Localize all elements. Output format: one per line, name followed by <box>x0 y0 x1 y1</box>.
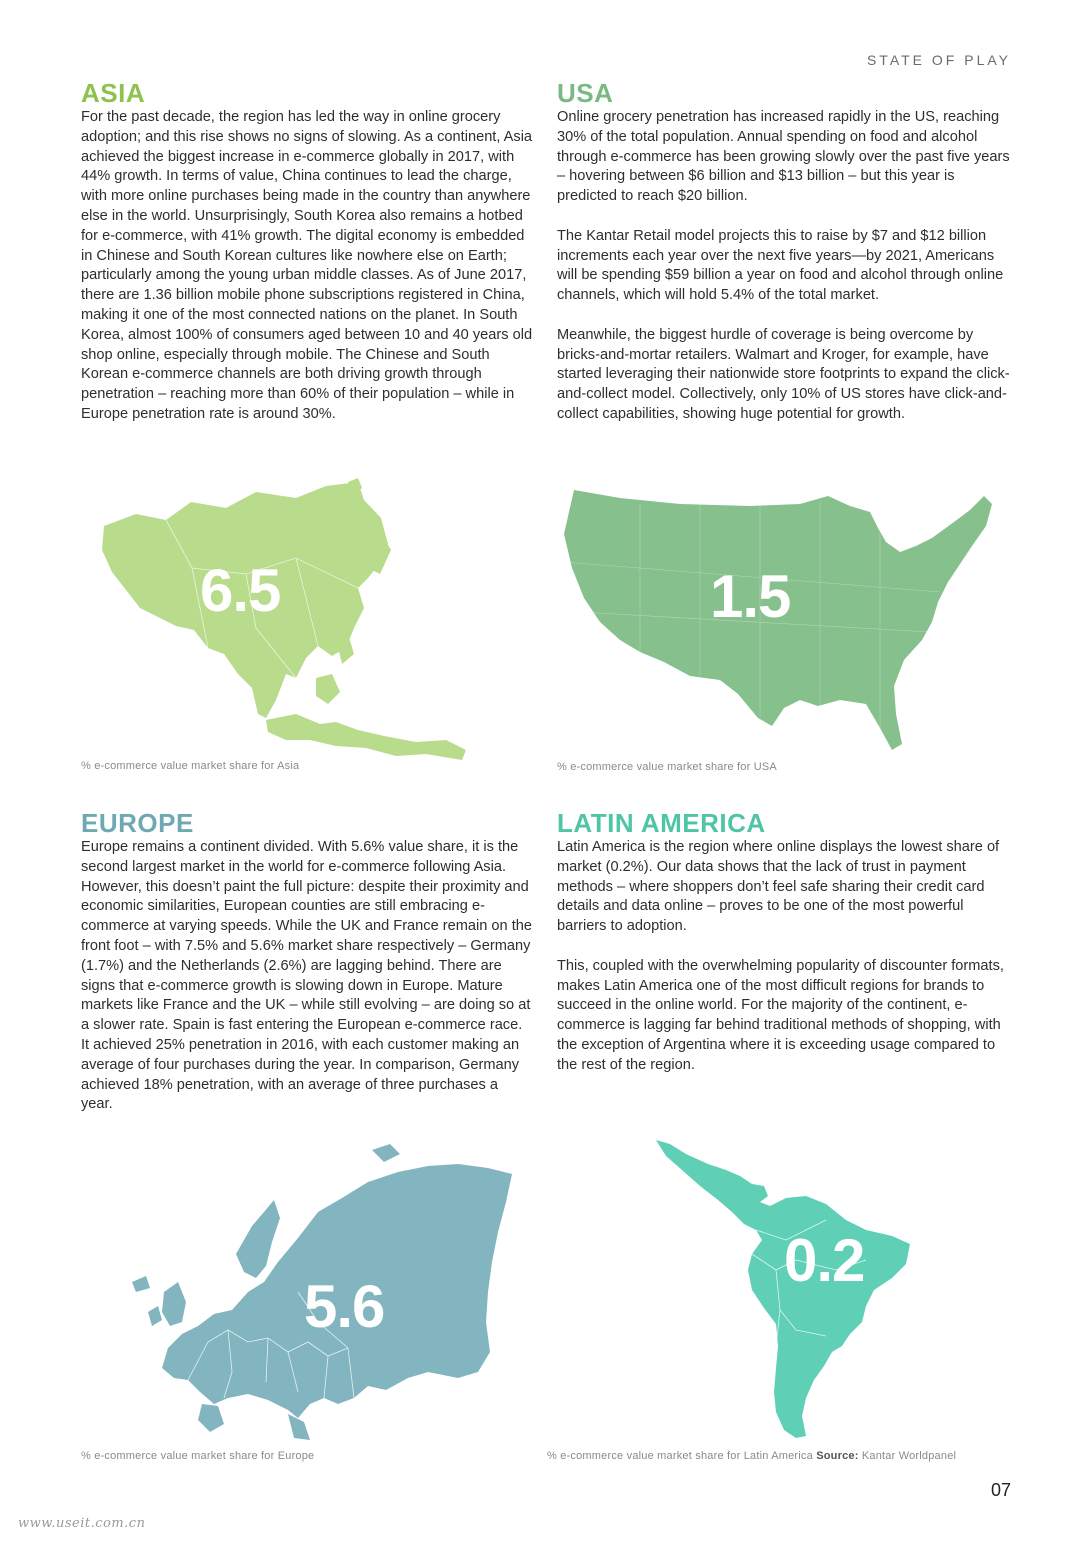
latam-map <box>656 1140 916 1440</box>
source-text: Kantar Worldpanel <box>861 1450 957 1462</box>
europe-map <box>128 1142 528 1442</box>
asia-map-shape <box>96 478 476 768</box>
usa-title: USA <box>557 78 614 108</box>
asia-title: ASIA <box>81 78 146 108</box>
usa-map <box>560 482 1010 754</box>
latam-map-caption <box>547 1450 956 1462</box>
usa-map-caption: % e-commerce value market share for USA <box>557 761 777 773</box>
usa-paragraph-3: Meanwhile, the biggest hurdle of coverage is being overcome by bricks-and-mortar retailers. Walmart and Kroger, for example, have started leveraging their nationwide store footprints to expand the click-and-collect model. Collectively, only 10% of US stores have click-and-collect capabilities, showing huge potential for growth. <box>557 326 1010 422</box>
page-number: 07 <box>990 1480 1011 1500</box>
europe-market-share-value: 5.6 <box>304 1273 385 1340</box>
europe-body: Europe remains a continent divided. With 5.6% value share, it is the second largest market in the world for e-commerce following Asia. However, this doesn’t paint the full picture: despite their proximity and economic similarities, European counties are still embracing e-commerce at varying speeds. While the UK and France remain on the front foot – with 7.5% and 5.6% market share respectively – Germany (1.7%) and the Netherlands (2.6%) are lagging behind. There are signs that e-commerce growth is slowing down in Europe. Mature markets like France and the UK – while still evolving – are doing so at a slower rate. Spain is fast entering the European e-commerce race. It achieved 25% penetration in 2016, with each customer making an average of four purchases during the year. In comparison, Germany achieved 18% penetration, with an average of three purchases a year. <box>81 839 532 1113</box>
asia-market-share-value: 6.5 <box>200 557 281 624</box>
europe-title: EUROPE <box>81 808 194 838</box>
usa-market-share-value: 1.5 <box>710 563 791 630</box>
watermark: www.useit.com.cn <box>18 1516 146 1531</box>
latam-paragraph-2: This, coupled with the overwhelming popularity of discounter formats, makes Latin America one of the most difficult regions for brands to succeed in the online world. For the majority of the continent, e-commerce is lagging far behind traditional methods of shopping, with the exception of Argentina where it is exceeding usage compared to the rest of the region. <box>557 957 1004 1073</box>
asia-body: For the past decade, the region has led the way in online grocery adoption; and this rise shows no signs of slowing. As a continent, Asia achieved the biggest increase in e-commerce globally in 2017, with 44% growth. In terms of value, China continues to lead the charge, with more online purchases being made in the country than anywhere else in the world. Unsurprisingly, South Korea also remains a hotbed for e-commerce, with 41% growth. The digital economy is embedded in Chinese and South Korean cultures like nowhere else on Earth; particularly among the young urban middle classes. As of June 2017, there are 1.36 billion mobile phone subscriptions registered in China, making it one of the most connected nations on the planet. In South Korea, almost 100% of consumers aged between 10 and 40 years old shop online, especially through mobile. The Chinese and South Korean e-commerce channels are both driving growth through penetration – reaching more than 60% of their population – while in Europe penetration rate is around 30%. <box>81 109 533 422</box>
asia-map-caption: % e-commerce value market share for Asia <box>81 760 300 772</box>
usa-paragraph-2: The Kantar Retail model projects this to raise by $7 and $12 billion increments each year over the next five years—by 2021, Americans will be spending $59 billion a year on food and alcohol through online channels, which will hold 5.4% of the total market. <box>557 227 1004 304</box>
latam-landmass <box>656 1140 910 1438</box>
usa-section <box>557 78 1013 425</box>
usa-paragraph-1: Online grocery penetration has increased rapidly in the US, reaching 30% of the total population. Annual spending on food and alcohol through e-commerce has been growing slowly over the past five years – hovering between $6 billion and $13 billion – but this year is predicted to reach $20 billion. <box>557 109 1010 205</box>
europe-map-caption: % e-commerce value market share for Europe <box>81 1450 315 1462</box>
asia-landmass <box>102 478 466 760</box>
latam-market-share-value: 0.2 <box>784 1227 865 1294</box>
europe-section <box>81 808 533 1115</box>
latam-caption-text: % e-commerce value market share for Latin America <box>547 1450 813 1462</box>
latam-paragraph-1: Latin America is the region where online displays the lowest share of market (0.2%). Our data shows that the lack of trust in payment methods – where shoppers don’t feel safe sharing their credit card details and data online – proves to be one of the most powerful barriers to adoption. <box>557 839 1000 935</box>
section-tag: STATE OF PLAY <box>866 52 1011 68</box>
latam-section <box>557 808 1013 1076</box>
latam-title: LATIN AMERICA <box>557 808 766 838</box>
asia-section <box>81 78 533 425</box>
source-label: Source: <box>816 1450 859 1462</box>
asia-map <box>96 478 476 768</box>
